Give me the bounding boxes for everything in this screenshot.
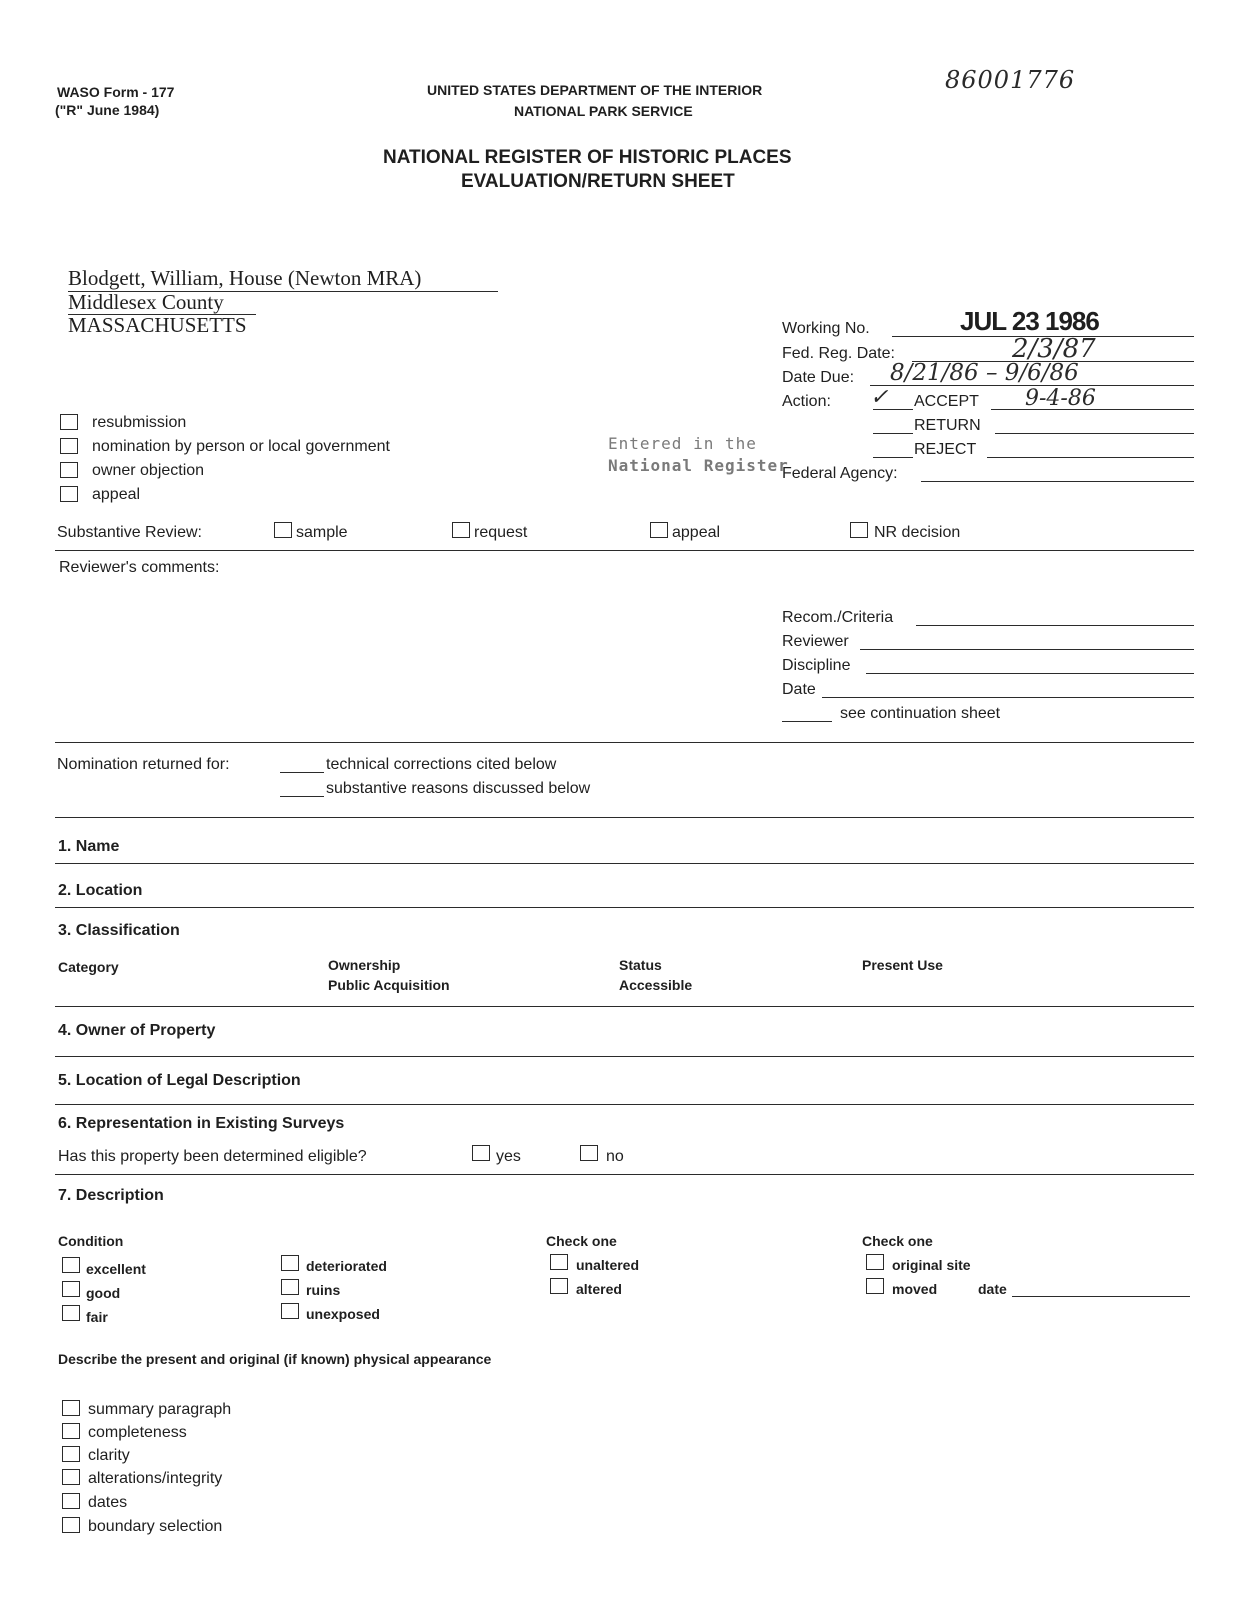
continuation-sheet-label: see continuation sheet: [840, 705, 1001, 722]
substantive-reasons-blank[interactable]: [280, 796, 324, 797]
condition-label: Condition: [58, 1233, 124, 1249]
section-owner-of-property: 4. Owner of Property: [58, 1022, 216, 1039]
accept-date-value: 9-4-86: [1025, 386, 1096, 411]
recom-criteria-label: Recom./Criteria: [782, 609, 894, 626]
federal-agency-field[interactable]: [921, 481, 1194, 482]
accept-check-mark: ✓: [870, 385, 889, 410]
reviewer-field[interactable]: [860, 649, 1194, 650]
return-blank[interactable]: [873, 433, 913, 434]
section-existing-surveys: 6. Representation in Existing Surveys: [58, 1115, 345, 1132]
substantive-review-label: Substantive Review:: [57, 524, 202, 541]
substantive-appeal-label: appeal: [672, 524, 721, 541]
describe-appearance-label: Describe the present and original (if known) physical appearance: [58, 1351, 492, 1367]
entered-stamp-line2: National Register: [608, 456, 789, 475]
property-county: Middlesex County: [68, 290, 224, 314]
boundary-selection-checkbox[interactable]: [62, 1517, 80, 1533]
summary-paragraph-checkbox[interactable]: [62, 1400, 80, 1416]
request-checkbox[interactable]: [452, 522, 470, 538]
action-label: Action:: [782, 393, 831, 410]
appeal-label: appeal: [92, 486, 141, 503]
divider: [55, 1104, 1194, 1105]
moved-checkbox[interactable]: [866, 1278, 884, 1294]
alterations-integrity-label: alterations/integrity: [88, 1470, 223, 1487]
divider: [55, 817, 1194, 818]
unexposed-label: unexposed: [306, 1306, 380, 1322]
return-label: RETURN: [914, 417, 981, 434]
nomination-by-person-checkbox[interactable]: [60, 438, 78, 454]
section-legal-description: 5. Location of Legal Description: [58, 1072, 301, 1089]
section-location: 2. Location: [58, 882, 143, 899]
unaltered-label: unaltered: [576, 1257, 640, 1273]
reviewer-date-label: Date: [782, 681, 816, 698]
nr-decision-checkbox[interactable]: [850, 522, 868, 538]
excellent-label: excellent: [86, 1261, 146, 1277]
excellent-checkbox[interactable]: [62, 1257, 80, 1273]
altered-checkbox[interactable]: [550, 1278, 568, 1294]
ruins-checkbox[interactable]: [281, 1279, 299, 1295]
section-description: 7. Description: [58, 1187, 164, 1204]
check-one-label: Check one: [546, 1233, 617, 1249]
owner-objection-label: owner objection: [92, 462, 205, 479]
reference-number: 86001776: [945, 66, 1076, 94]
deteriorated-label: deteriorated: [306, 1258, 387, 1274]
good-label: good: [86, 1285, 121, 1301]
form-subtitle: EVALUATION/RETURN SHEET: [461, 171, 735, 192]
continuation-blank[interactable]: [782, 721, 832, 722]
technical-corrections-blank[interactable]: [280, 772, 324, 773]
summary-paragraph-label: summary paragraph: [88, 1401, 232, 1418]
reject-field[interactable]: [987, 457, 1194, 458]
technical-corrections-label: technical corrections cited below: [326, 756, 557, 773]
category-label: Category: [58, 959, 119, 975]
resubmission-checkbox[interactable]: [60, 414, 78, 430]
moved-date-label: date: [978, 1281, 1007, 1297]
federal-agency-label: Federal Agency:: [782, 465, 898, 482]
reject-blank[interactable]: [873, 457, 913, 458]
sample-label: sample: [296, 524, 348, 541]
form-id: WASO Form - 177: [57, 84, 175, 100]
public-acquisition-label: Public Acquisition: [328, 977, 450, 993]
moved-label: moved: [892, 1281, 938, 1297]
completeness-checkbox[interactable]: [62, 1423, 80, 1439]
divider: [55, 550, 1194, 551]
check-one-label: Check one: [862, 1233, 933, 1249]
moved-date-field[interactable]: [1012, 1296, 1190, 1297]
altered-label: altered: [576, 1281, 622, 1297]
divider: [55, 863, 1194, 864]
return-field[interactable]: [995, 433, 1194, 434]
dates-checkbox[interactable]: [62, 1493, 80, 1509]
completeness-label: completeness: [88, 1424, 187, 1441]
nr-decision-label: NR decision: [874, 524, 961, 541]
fair-label: fair: [86, 1309, 108, 1325]
section-name: 1. Name: [58, 838, 120, 855]
status-label: Status: [619, 957, 662, 973]
owner-objection-checkbox[interactable]: [60, 462, 78, 478]
form-title: NATIONAL REGISTER OF HISTORIC PLACES: [383, 147, 792, 168]
nomination-returned-label: Nomination returned for:: [57, 756, 230, 773]
request-label: request: [474, 524, 528, 541]
present-use-label: Present Use: [862, 957, 943, 973]
divider: [55, 1174, 1194, 1175]
sample-checkbox[interactable]: [274, 522, 292, 538]
fed-reg-date-label: Fed. Reg. Date:: [782, 345, 895, 362]
eligible-no-label: no: [606, 1148, 624, 1165]
eligible-no-checkbox[interactable]: [580, 1145, 598, 1161]
divider: [55, 907, 1194, 908]
ownership-label: Ownership: [328, 957, 401, 973]
property-name: Blodgett, William, House (Newton MRA): [68, 266, 422, 290]
service-heading: NATIONAL PARK SERVICE: [514, 103, 693, 119]
appeal-checkbox[interactable]: [60, 486, 78, 502]
accessible-label: Accessible: [619, 977, 693, 993]
eligible-yes-label: yes: [496, 1148, 521, 1165]
alterations-integrity-checkbox[interactable]: [62, 1469, 80, 1485]
reject-label: REJECT: [914, 441, 977, 458]
form-revision: ("R" June 1984): [55, 102, 160, 118]
reviewer-label: Reviewer: [782, 633, 849, 650]
boundary-selection-label: boundary selection: [88, 1518, 223, 1535]
department-heading: UNITED STATES DEPARTMENT OF THE INTERIOR: [427, 82, 763, 98]
divider: [55, 742, 1194, 743]
date-due-value: 8/21/86 – 9/6/86: [890, 360, 1079, 386]
discipline-label: Discipline: [782, 657, 851, 674]
substantive-reasons-label: substantive reasons discussed below: [326, 780, 591, 797]
substantive-appeal-checkbox[interactable]: [650, 522, 668, 538]
working-no-label: Working No.: [782, 320, 870, 337]
reviewers-comments-label: Reviewer's comments:: [59, 559, 220, 576]
unexposed-checkbox[interactable]: [281, 1303, 299, 1319]
discipline-field[interactable]: [866, 673, 1194, 674]
divider: [55, 1056, 1194, 1057]
date-due-label: Date Due:: [782, 369, 855, 386]
recom-criteria-field[interactable]: [916, 625, 1194, 626]
nomination-by-person-label: nomination by person or local government: [92, 438, 390, 455]
fed-reg-date-value: 2/3/87: [1012, 334, 1096, 364]
entered-stamp-line1: Entered in the: [608, 434, 757, 453]
section-classification: 3. Classification: [58, 922, 180, 939]
eligible-yes-checkbox[interactable]: [472, 1145, 490, 1161]
good-checkbox[interactable]: [62, 1281, 80, 1297]
clarity-checkbox[interactable]: [62, 1446, 80, 1462]
resubmission-label: resubmission: [92, 414, 187, 431]
original-site-label: original site: [892, 1257, 971, 1273]
deteriorated-checkbox[interactable]: [281, 1255, 299, 1271]
clarity-label: clarity: [88, 1447, 130, 1464]
original-site-checkbox[interactable]: [866, 1254, 884, 1270]
eligible-question: Has this property been determined eligible?: [58, 1148, 367, 1165]
working-no-stamp: JUL 23 1986: [960, 306, 1099, 336]
accept-label: ACCEPT: [914, 393, 979, 410]
reviewer-date-field[interactable]: [822, 697, 1194, 698]
fair-checkbox[interactable]: [62, 1305, 80, 1321]
dates-label: dates: [88, 1494, 128, 1511]
property-state: MASSACHUSETTS: [68, 313, 247, 337]
divider: [55, 1006, 1194, 1007]
unaltered-checkbox[interactable]: [550, 1254, 568, 1270]
ruins-label: ruins: [306, 1282, 341, 1298]
